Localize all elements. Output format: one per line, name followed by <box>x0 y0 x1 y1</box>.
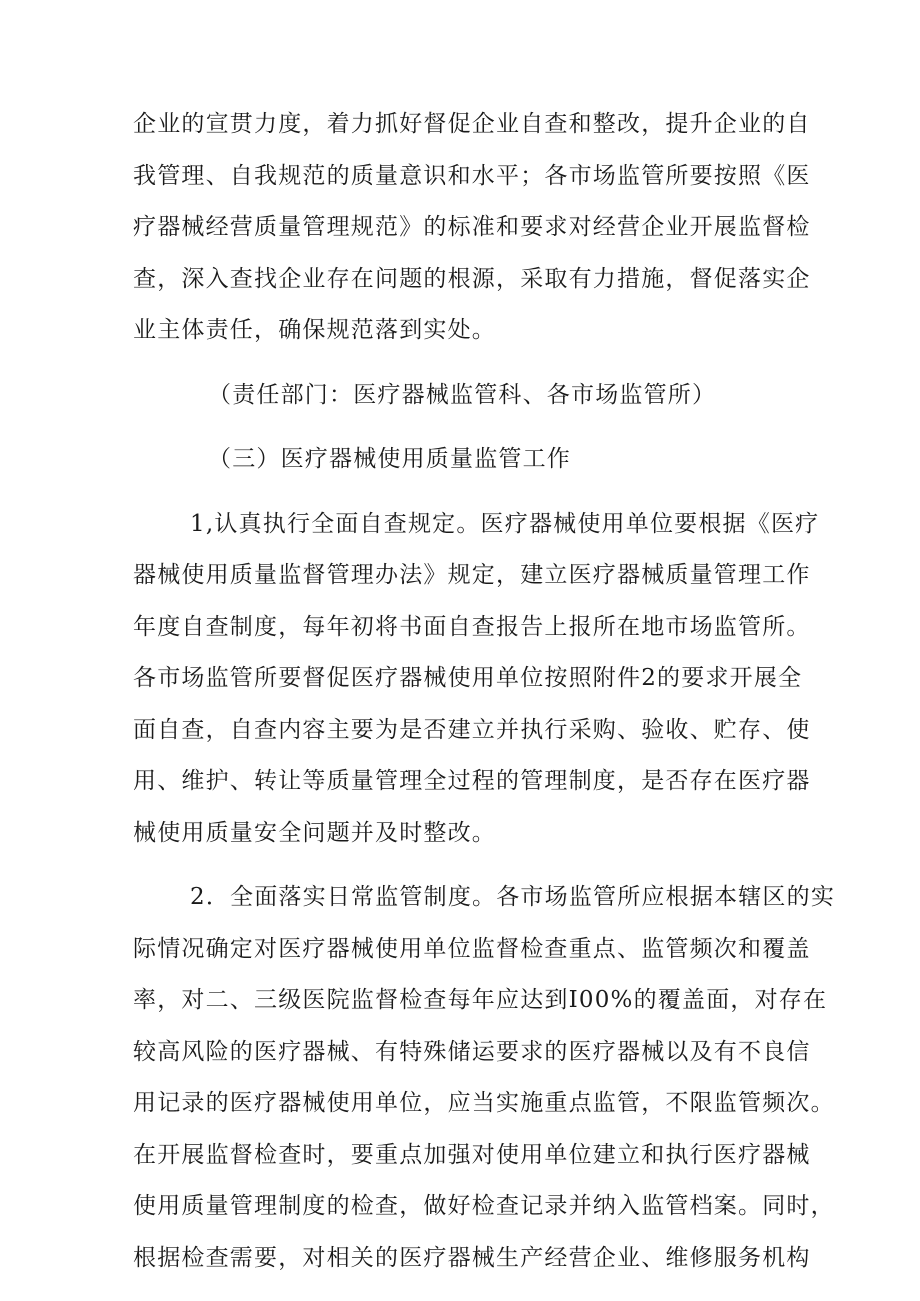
paragraph-item-2-daily-supervision <box>133 872 836 1284</box>
text-line: 用记录的医疗器械使用单位，应当实施重点监管，不限监管频次。 <box>133 1090 835 1116</box>
document-body <box>133 99 836 1284</box>
text-line: 年度自查制度，每年初将书面自查报告上报所在地市场监管所。 <box>133 613 811 640</box>
text-line: 企业的宣贯力度，着力抓好督促企业自查和整改，提升企业的自 <box>133 111 811 137</box>
text-line: 1,认真执行全面自查规定。医疗器械使用单位要根据《医疗 <box>190 510 820 537</box>
text-line: 2．全面落实日常监管制度。各市场监管所应根据本辖区的实 <box>190 884 836 910</box>
text-line: 疗器械经营质量管理规范》的标准和要求对经营企业开展监督检 <box>133 214 811 240</box>
section-heading: （三）医疗器械使用质量监管工作 <box>208 446 571 472</box>
text-line: 械使用质量安全问题并及时整改。 <box>133 819 496 846</box>
text-line: 率，对二、三级医院监督检查每年应达到I00%的覆盖面，对存在 <box>133 987 828 1013</box>
paragraph-quality-management <box>133 99 811 357</box>
text-line: 查，深入查找企业存在问题的根源，采取有力措施，督促落实企 <box>133 265 811 292</box>
text-line: 器械使用质量监督管理办法》规定，建立医疗器械质量管理工作 <box>133 562 811 588</box>
text-line: 用、维护、转让等质量管理全过程的管理制度，是否存在医疗器 <box>133 768 811 794</box>
text-line: 较高风险的医疗器械、有特殊储运要求的医疗器械以及有不良信 <box>133 1038 811 1065</box>
paragraph-item-1-self-inspection <box>133 499 820 860</box>
text-line: 根据检查需要，对相关的医疗器械生产经营企业、维修服务机构 <box>133 1244 811 1271</box>
text-line: 使用质量管理制度的检查，做好检查记录并纳入监管档案。同时， <box>133 1193 835 1219</box>
text-line: 面自查，自查内容主要为是否建立并执行采购、验收、贮存、使 <box>133 716 811 743</box>
text-line: 我管理、自我规范的质量意识和水平；各市场监管所要按照《医 <box>133 162 811 189</box>
text-line: 际情况确定对医疗器械使用单位监督检查重点、监管频次和覆盖 <box>133 935 811 962</box>
responsible-department-note: （责任部门：医疗器械监管科、各市场监管所） <box>208 381 717 408</box>
text-line: 各市场监管所要督促医疗器械使用单位按照附件2的要求开展全 <box>133 665 803 691</box>
text-line: 业主体责任，确保规范落到实处。 <box>133 317 496 343</box>
text-line: 在开展监督检查时，要重点加强对使用单位建立和执行医疗器械 <box>133 1141 811 1168</box>
